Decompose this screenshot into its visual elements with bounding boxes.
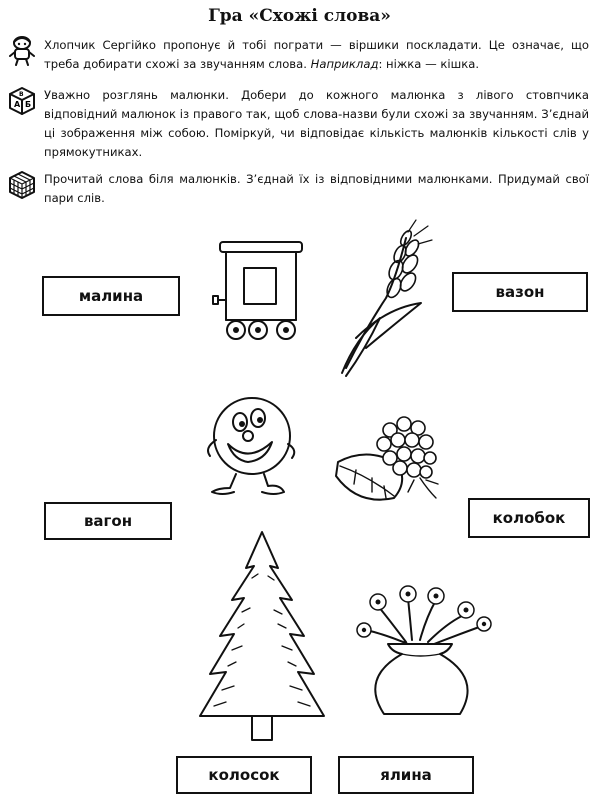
example-label: Наприклад bbox=[310, 57, 379, 71]
fir-tree-picture bbox=[192, 528, 332, 744]
example-text: : ніжка — кішка. bbox=[378, 57, 480, 71]
word-box-kolobok: колобок bbox=[468, 498, 590, 538]
wheat-ear-picture bbox=[336, 218, 436, 380]
word-box-malyna: малина bbox=[42, 276, 180, 316]
word-box-kolosok: колосок bbox=[176, 756, 312, 794]
task-2-paragraph: Прочитай слова біля малюнків. З’єднай їх із відповідними малюнками. Придумай свої пари слів. bbox=[44, 172, 589, 205]
intro-text: Хлопчик Сергійко пропонує й тобі пограти — віршики поскладати. Це означає, що треба добирати схожі за звучанням слова. bbox=[44, 38, 589, 71]
raspberry-picture bbox=[328, 406, 446, 510]
letter-cube-icon bbox=[6, 84, 38, 116]
cube-letter-b: Б bbox=[25, 100, 32, 109]
boy-sergiyko-icon bbox=[6, 34, 38, 66]
page-title: Гра «Схожі слова» bbox=[208, 6, 391, 26]
word-box-vazon: вазон bbox=[452, 272, 588, 312]
word-box-vahon: вагон bbox=[44, 502, 172, 540]
puzzle-cube-icon bbox=[6, 168, 38, 200]
flower-vase-picture bbox=[348, 578, 498, 724]
intro-paragraph bbox=[44, 36, 589, 74]
kolobok-picture bbox=[200, 392, 300, 504]
cube-letter-v: В bbox=[19, 91, 24, 98]
wagon-picture bbox=[208, 228, 312, 342]
task-1-paragraph: Уважно розглянь малюнки. Добери до кожного малюнка з лівого стовпчика відповідний малюнок із правого так, щоб слова-назви були схожі за звучанням. З’єднай ці зображення між собою. Поміркуй, чи відповідає кількість малюнків кількості слів у прямокутниках. bbox=[44, 88, 589, 159]
word-box-yalyna: ялина bbox=[338, 756, 474, 794]
cube-letter-a: А bbox=[14, 100, 21, 109]
